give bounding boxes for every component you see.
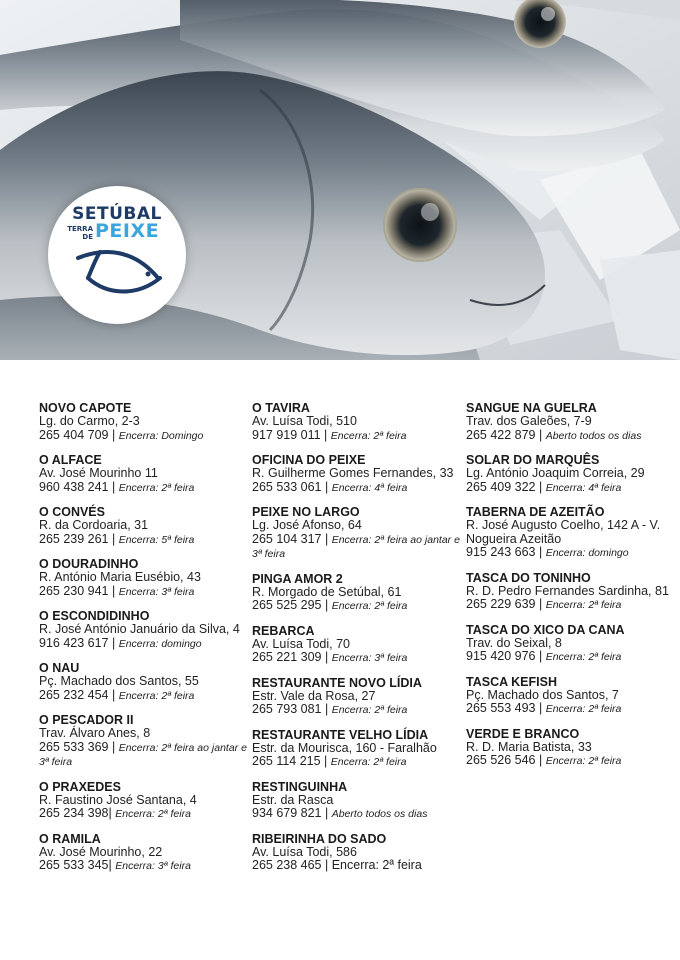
restaurant-name: O TAVIRA — [252, 401, 310, 415]
restaurant-entry — [466, 453, 680, 495]
restaurant-phone: 265 238 465 | Encerra: 2ª feira — [252, 858, 422, 872]
restaurant-phone: 265 229 639 | — [466, 597, 546, 611]
restaurant-name: TASCA DO TONINHO — [466, 570, 591, 585]
restaurant-name: O CONVÉS — [39, 505, 105, 519]
restaurant-address: Estr. da Rasca — [252, 792, 334, 807]
restaurant-closing-day: Encerra: 3ª feira — [115, 860, 191, 872]
restaurant-contact — [252, 429, 467, 444]
restaurant-name: O NAU — [39, 661, 80, 675]
restaurant-entry — [39, 505, 254, 547]
restaurant-closing-day: Encerra: 2ª feira — [331, 704, 408, 716]
restaurant-contact — [466, 754, 680, 769]
restaurant-name: SOLAR DO MARQUÊS — [466, 453, 600, 467]
restaurant-name: PEIXE NO LARGO — [252, 505, 360, 519]
logo-terra-de-text: TERRA DE — [67, 225, 93, 241]
restaurant-entry — [252, 401, 467, 443]
restaurant-closing-day: Encerra: 4ª feira — [331, 481, 408, 494]
restaurant-column-2 — [252, 401, 467, 884]
restaurant-entry — [466, 571, 680, 613]
restaurant-contact — [252, 599, 467, 614]
restaurant-address: R. José António Januário da Silva, 4 — [39, 622, 240, 636]
restaurant-phone: 265 526 546 | — [466, 753, 546, 767]
restaurant-phone: 265 221 309 | — [252, 650, 332, 664]
restaurant-address: Lg. António Joaquim Correia, 29 — [466, 466, 645, 480]
restaurant-name: O ESCONDIDINHO — [39, 609, 150, 623]
restaurant-entry — [252, 572, 467, 614]
restaurant-address: Trav. Álvaro Anes, 8 — [39, 726, 151, 740]
restaurant-entry — [252, 505, 467, 562]
restaurant-name: RESTAURANTE NOVO LÍDIA — [252, 675, 422, 690]
restaurant-address: R. José Augusto Coelho, 142 A - V. Nogueira Azeitão — [466, 518, 661, 546]
restaurant-phone: 265 793 081 | — [252, 702, 332, 716]
restaurant-address: Av. José Mourinho 11 — [39, 466, 158, 480]
restaurant-name: OFICINA DO PEIXE — [252, 453, 366, 467]
restaurant-closing-day: Encerra: 3ª feira — [331, 652, 408, 664]
restaurant-closing-day: Encerra: 2ª feira — [545, 755, 622, 767]
restaurant-name: O ALFACE — [39, 453, 102, 467]
restaurant-name: RESTINGUINHA — [252, 779, 348, 794]
restaurant-address: Av. Luísa Todi, 70 — [252, 636, 350, 651]
restaurant-entry — [252, 676, 467, 718]
restaurant-address: Trav. do Seixal, 8 — [466, 635, 562, 650]
restaurant-phone: 265 422 879 | — [466, 427, 546, 442]
restaurant-name: REBARCA — [252, 623, 315, 638]
restaurant-contact — [252, 481, 467, 496]
restaurant-contact — [39, 741, 254, 770]
restaurant-entry — [39, 453, 254, 495]
restaurant-contact — [252, 807, 467, 822]
logo-setubal-text: SETÚBAL — [72, 204, 162, 224]
restaurant-address: R. António Maria Eusébio, 43 — [39, 570, 201, 584]
restaurant-closing-day: Encerra: 2ª feira — [330, 429, 407, 442]
restaurant-contact — [39, 585, 254, 600]
restaurant-address: R. Guilherme Gomes Fernandes, 33 — [252, 466, 454, 480]
restaurant-contact — [39, 807, 254, 822]
restaurant-entry — [39, 661, 254, 703]
restaurant-column-1 — [39, 401, 254, 884]
restaurant-closing-day: Aberto todos os dias — [331, 808, 428, 820]
restaurant-phone: 265 239 261 | — [39, 531, 119, 546]
restaurant-contact — [466, 598, 680, 613]
restaurant-phone: 265 104 317 | — [252, 531, 332, 546]
restaurant-contact — [466, 546, 680, 561]
restaurant-contact — [39, 637, 254, 652]
restaurant-name: SANGUE NA GUELRA — [466, 401, 597, 415]
restaurant-address: R. D. Pedro Fernandes Sardinha, 81 — [466, 583, 669, 598]
restaurant-entry — [466, 727, 680, 769]
restaurant-contact — [252, 651, 467, 666]
restaurant-contact — [39, 481, 254, 496]
restaurant-contact — [39, 429, 254, 444]
restaurant-phone: 916 423 617 | — [39, 635, 119, 650]
restaurant-address: Lg. José Afonso, 64 — [252, 518, 362, 532]
restaurant-closing-day: Encerra: 2ª feira — [545, 599, 622, 611]
restaurant-address: Av. Luísa Todi, 586 — [252, 844, 357, 859]
restaurant-phone: 915 420 976 | — [466, 649, 546, 663]
restaurant-phone: 265 404 709 | — [39, 427, 119, 442]
restaurant-entry — [252, 728, 467, 770]
restaurant-entry — [39, 832, 254, 874]
restaurant-address: Trav. dos Galeões, 7-9 — [466, 414, 592, 428]
restaurant-closing-day: Encerra: 3ª feira — [118, 585, 195, 598]
restaurant-closing-day: Encerra: 2ª feira — [545, 703, 622, 715]
restaurant-closing-day: Encerra: 2ª feira — [331, 600, 408, 612]
restaurant-closing-day: Encerra: domingo — [118, 637, 202, 650]
restaurant-closing-day: Encerra: 2ª feira ao jantar e 3ª feira — [39, 741, 247, 768]
restaurant-closing-day: Encerra: 2ª feira ao jantar e 3ª feira — [252, 533, 460, 560]
restaurant-name: NOVO CAPOTE — [39, 401, 132, 415]
restaurant-phone: 960 438 241 | — [39, 479, 119, 494]
restaurant-contact — [466, 702, 680, 717]
restaurant-contact — [252, 755, 467, 770]
restaurant-address: R. Faustino José Santana, 4 — [39, 792, 197, 807]
restaurant-entry — [39, 780, 254, 822]
restaurant-phone: 265 553 493 | — [466, 701, 546, 715]
restaurant-closing-day: Encerra: 5ª feira — [118, 533, 195, 546]
hero-fish-photo — [0, 0, 680, 360]
restaurant-closing-day: Encerra: 4ª feira — [545, 481, 622, 494]
restaurant-closing-day: Encerra: 2ª feira — [118, 689, 195, 702]
restaurant-entry — [466, 505, 680, 561]
restaurant-closing-day: Aberto todos os dias — [545, 429, 642, 442]
restaurant-closing-day: Encerra: domingo — [545, 547, 629, 559]
restaurant-phone: 265 533 345| — [39, 858, 116, 872]
restaurant-phone: 265 114 215 | — [252, 754, 331, 768]
restaurant-address: Estr. da Mourisca, 160 - Faralhão — [252, 740, 437, 755]
restaurant-name: O RAMILA — [39, 831, 101, 846]
restaurant-phone: 265 234 398| — [39, 806, 116, 820]
restaurant-closing-day: Encerra: 2ª feira — [545, 651, 622, 663]
restaurant-closing-day: Encerra: 2ª feira — [115, 808, 191, 820]
restaurant-address: Lg. do Carmo, 2-3 — [39, 414, 140, 428]
restaurant-phone: 915 243 663 | — [466, 545, 546, 559]
restaurant-contact — [39, 533, 254, 548]
restaurant-address: Av. Luísa Todi, 510 — [252, 414, 357, 428]
restaurant-phone: 265 232 454 | — [39, 687, 119, 702]
restaurant-entry — [39, 557, 254, 599]
restaurant-name: RESTAURANTE VELHO LÍDIA — [252, 727, 429, 742]
restaurant-entry — [252, 780, 467, 822]
restaurant-name: RIBEIRINHA DO SADO — [252, 831, 387, 846]
restaurant-name: O PESCADOR II — [39, 713, 134, 727]
restaurant-phone: 917 919 011 | — [252, 427, 331, 442]
restaurant-contact — [39, 859, 254, 874]
restaurant-name: TASCA KEFISH — [466, 674, 557, 689]
restaurant-address: R. Morgado de Setúbal, 61 — [252, 584, 402, 599]
restaurant-name: TASCA DO XICO DA CANA — [466, 622, 625, 637]
fish-logo-icon — [48, 186, 186, 324]
restaurant-closing-day: Encerra: Domingo — [118, 429, 204, 442]
restaurant-entry — [466, 401, 680, 443]
restaurant-name: O DOURADINHO — [39, 557, 139, 571]
restaurant-phone: 265 230 941 | — [39, 583, 119, 598]
restaurant-contact — [252, 859, 467, 874]
restaurant-entry — [252, 832, 467, 874]
restaurant-contact — [466, 429, 680, 444]
restaurant-entry — [39, 609, 254, 651]
restaurant-entry — [466, 675, 680, 717]
restaurant-address: Pç. Machado dos Santos, 7 — [466, 687, 619, 702]
restaurant-contact — [252, 533, 467, 562]
restaurant-address: Estr. Vale da Rosa, 27 — [252, 688, 376, 703]
restaurant-name: PINGA AMOR 2 — [252, 571, 343, 586]
restaurant-address: R. D. Maria Batista, 33 — [466, 739, 592, 754]
restaurant-phone: 265 533 369 | — [39, 739, 119, 754]
restaurant-address: R. da Cordoaria, 31 — [39, 518, 149, 532]
restaurant-entry — [252, 624, 467, 666]
restaurant-phone: 265 409 322 | — [466, 479, 546, 494]
logo-peixe-text: PEIXE — [95, 220, 160, 242]
restaurant-column-3 — [466, 401, 680, 779]
restaurant-entry — [466, 623, 680, 665]
restaurant-name: TABERNA DE AZEITÃO — [466, 505, 605, 519]
restaurant-closing-day: Encerra: 2ª feira — [330, 756, 407, 768]
restaurant-address: Av. José Mourinho, 22 — [39, 844, 163, 859]
restaurant-entry — [39, 713, 254, 770]
restaurant-contact — [39, 689, 254, 704]
restaurant-address: Pç. Machado dos Santos, 55 — [39, 674, 199, 688]
restaurant-phone: 265 525 295 | — [252, 598, 332, 612]
restaurant-contact — [466, 481, 680, 496]
restaurant-phone: 934 679 821 | — [252, 806, 332, 820]
restaurant-entry — [39, 401, 254, 443]
restaurant-closing-day: Encerra: 2ª feira — [118, 481, 195, 494]
restaurant-name: VERDE E BRANCO — [466, 726, 580, 741]
restaurant-contact — [466, 650, 680, 665]
restaurant-entry — [252, 453, 467, 495]
restaurant-name: O PRAXEDES — [39, 779, 121, 794]
restaurant-phone: 265 533 061 | — [252, 479, 332, 494]
setubal-terra-de-peixe-logo — [48, 186, 186, 324]
restaurant-contact — [252, 703, 467, 718]
